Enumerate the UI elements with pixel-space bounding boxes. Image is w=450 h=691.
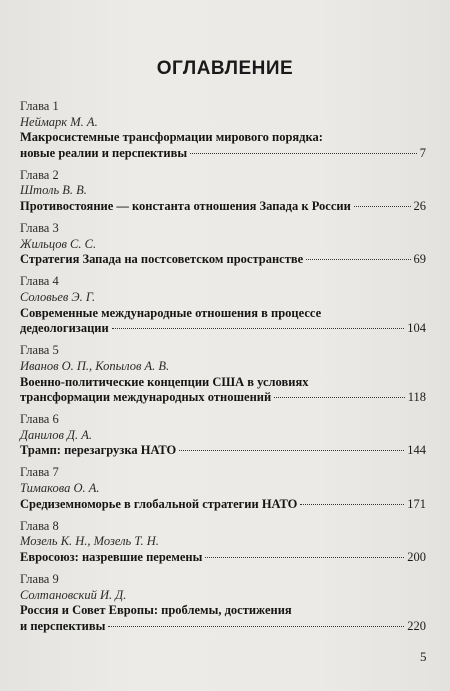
chapter-title-text: Стратегия Запада на постсоветском пространстве [20, 252, 304, 267]
dot-leader [274, 396, 405, 398]
dot-leader [205, 556, 404, 558]
dot-leader [354, 205, 411, 207]
chapter-title-last-line [20, 390, 426, 406]
chapter-author: Мозель К. Н., Мозель Т. Н. [20, 534, 159, 549]
chapter-title-last-line [20, 146, 426, 162]
chapter-title-text: трансформации международных отношений [20, 390, 272, 405]
chapter-title-line: Современные международные отношения в процессе [20, 305, 322, 320]
page-ref: 144 [407, 443, 426, 458]
dot-leader [179, 449, 404, 451]
toc-entry-5 [20, 343, 426, 405]
chapter-title-text: и перспективы [20, 618, 106, 633]
page-ref: 26 [413, 199, 426, 214]
chapter-title-line: Макросистемные трансформации мирового порядка: [20, 130, 323, 145]
toc-entry-7 [20, 465, 426, 512]
toc-entry-6 [20, 412, 426, 459]
chapter-author: Неймарк М. А. [20, 114, 98, 129]
page-title: ОГЛАВЛЕНИЕ [156, 58, 294, 79]
chapter-label: Глава 8 [20, 518, 59, 533]
chapter-title-text: Противостояние — константа отношения Запада к России [20, 199, 351, 214]
dot-leader [306, 258, 410, 260]
dot-leader [108, 625, 404, 627]
toc-entry-1 [20, 99, 426, 161]
chapter-author: Тимакова О. А. [20, 481, 100, 496]
toc-entry-2 [20, 168, 426, 215]
chapter-title-text: Трамп: перезагрузка НАТО [20, 443, 177, 458]
page-number: 5 [420, 649, 427, 664]
toc-entry-3 [20, 221, 426, 268]
chapter-author: Жильцов С. С. [20, 236, 97, 251]
page-ref: 69 [413, 252, 426, 267]
chapter-author: Иванов О. П., Копылов А. В. [20, 358, 170, 373]
chapter-label: Глава 4 [20, 274, 59, 289]
toc-entry-8 [20, 519, 426, 566]
chapter-label: Глава 6 [20, 412, 59, 427]
chapter-title-last-line [20, 443, 426, 459]
chapter-title-line: Россия и Совет Европы: проблемы, достижения [20, 603, 292, 618]
chapter-title-last-line [20, 199, 426, 215]
page-ref: 171 [407, 496, 426, 511]
page-ref: 7 [419, 145, 426, 160]
chapter-label: Глава 1 [20, 99, 59, 113]
chapter-label: Глава 7 [20, 465, 59, 480]
chapter-title-text: Средиземноморье в глобальной стратегии НАТО [20, 496, 298, 511]
chapter-title-last-line [20, 619, 426, 635]
page-ref: 220 [407, 618, 426, 633]
chapter-author: Соловьев Э. Г. [20, 290, 96, 305]
chapter-title-line: Военно-политические концепции США в условиях [20, 374, 309, 389]
chapter-label: Глава 5 [20, 343, 59, 358]
chapter-title-last-line [20, 321, 426, 337]
toc-entry-9 [20, 572, 426, 634]
chapter-title-text: дедеологизации [20, 321, 109, 336]
dot-leader [190, 152, 417, 154]
chapter-title-text: Евросоюз: назревшие перемены [20, 549, 203, 564]
chapter-author: Данилов Д. А. [20, 427, 93, 442]
chapter-label: Глава 2 [20, 167, 59, 182]
chapter-title-last-line [20, 252, 426, 268]
table-of-contents [20, 99, 426, 641]
page-ref: 118 [407, 390, 426, 405]
page-ref: 104 [407, 321, 426, 336]
chapter-label: Глава 9 [20, 572, 59, 587]
chapter-title-text: новые реалии и перспективы [20, 145, 188, 160]
chapter-author: Штоль В. В. [20, 183, 87, 198]
chapter-title-last-line [20, 550, 426, 566]
dot-leader [300, 503, 404, 505]
chapter-title-last-line [20, 497, 426, 513]
page-ref: 200 [407, 549, 426, 564]
dot-leader [112, 327, 405, 329]
chapter-author: Солтановский И. Д. [20, 587, 127, 602]
chapter-label: Глава 3 [20, 221, 59, 236]
toc-entry-4 [20, 274, 426, 336]
